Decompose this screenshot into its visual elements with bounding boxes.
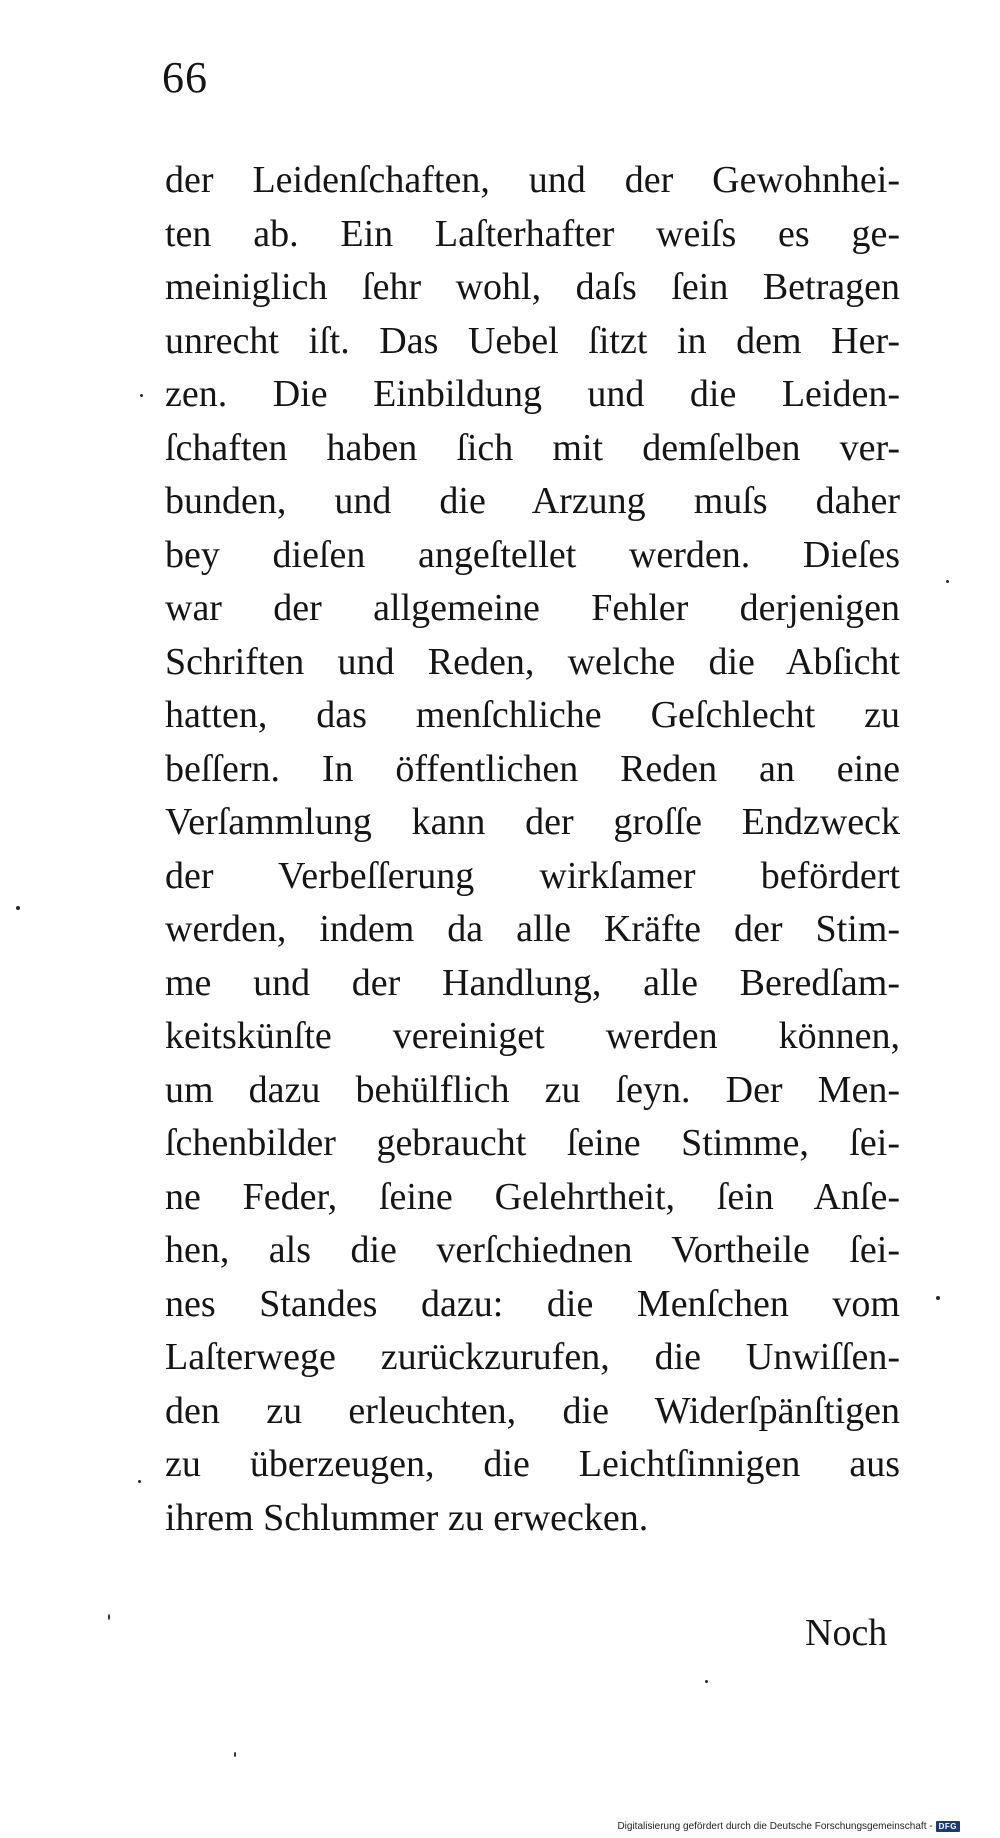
text-line: den zu erleuchten, die Widerſpänſtigen [165,1389,900,1432]
text-line: ſchaften haben ſich mit demſelben ver- [165,426,900,469]
dfg-logo-icon: DFG [936,1821,960,1832]
text-line: Laſterwege zurückzurufen, die Unwiſſen- [165,1336,900,1378]
text-line: zu überzeugen, die Leichtſinnigen aus [165,1443,900,1485]
text-line: bey dieſen angeſtellet werden. Dieſes [165,533,900,576]
text-line: beſſern. In öffentlichen Reden an eine [165,747,900,790]
scan-speck [705,1680,708,1683]
scan-speck [138,1480,141,1483]
scan-speck [234,1752,236,1757]
body-text [165,154,900,1545]
catchword: Noch [805,1612,888,1654]
scan-speck [946,580,949,583]
text-line: meiniglich ſehr wohl, daſs ſein Betragen [165,266,900,308]
text-line: keitskünſte vereiniget werden können, [165,1015,900,1057]
scan-speck [936,1296,940,1300]
text-line: ne Feder, ſeine Gelehrtheit, ſein Anſe- [165,1175,900,1218]
digitization-note: Digitalisierung gefördert durch die Deutsche Forschungsgemeinschaft - [617,1821,933,1832]
text-line: hatten, das menſchliche Geſchlecht zu [165,694,900,736]
text-line: der Leidenſchaften, und der Gewohnhei- [165,159,900,201]
text-line: werden, indem da alle Kräfte der Stim- [165,908,900,950]
text-line: ihrem Schlummer zu erwecken. [165,1496,649,1539]
text-line: bunden, und die Arzung muſs daher [165,480,900,522]
text-line: Schriften und Reden, welche die Abſicht [165,640,900,683]
text-line: hen, als die verſchiednen Vortheile ſei- [165,1229,900,1271]
text-line: um dazu behülflich zu ſeyn. Der Men- [165,1068,900,1111]
text-line: unrecht iſt. Das Uebel ſitzt in dem Her- [165,319,900,362]
text-line: nes Standes dazu: die Menſchen vom [165,1282,900,1325]
page-number: 66 [162,53,208,102]
scan-speck [108,1614,110,1620]
text-line: der Verbeſſerung wirkſamer befördert [165,854,900,897]
text-line: me und der Handlung, alle Beredſam- [165,961,900,1004]
scan-speck [140,394,143,397]
scan-speck [16,906,20,910]
text-line: ſchenbilder gebraucht ſeine Stimme, ſei- [165,1122,900,1164]
text-line: ten ab. Ein Laſterhafter weiſs es ge- [165,212,900,255]
text-line: Verſammlung kann der groſſe Endzweck [165,801,900,843]
text-line: zen. Die Einbildung und die Leiden- [165,373,900,415]
text-line: war der allgemeine Fehler derjenigen [165,587,900,629]
digitization-credit [617,1821,960,1832]
